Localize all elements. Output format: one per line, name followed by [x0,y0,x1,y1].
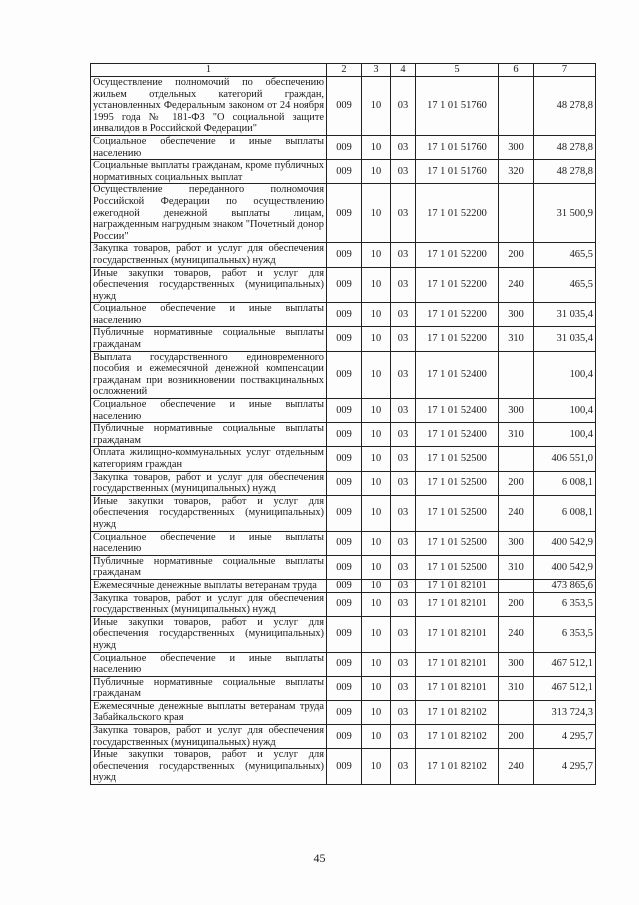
row-name-cell: Ежемесячные денежные выплаты ветеранам труда [91,579,327,592]
table-row [91,700,596,724]
table-row [91,592,596,616]
grbs-code-cell: 009 [327,135,362,159]
target-article-cell: 17 1 01 82102 [416,700,499,724]
row-name-cell: Выплата государственного единовременного пособия и ежемесячной денежной компенсации гражданам при возникновении поствакцинальных осложнений [91,351,327,398]
subsection-code-cell: 03 [391,579,416,592]
grbs-code-cell: 009 [327,749,362,785]
grbs-code-cell: 009 [327,184,362,243]
amount-cell: 31 035,4 [534,303,596,327]
row-name-cell: Публичные нормативные социальные выплаты гражданам [91,423,327,447]
amount-cell: 31 500,9 [534,184,596,243]
subsection-code-cell: 03 [391,184,416,243]
column-header: 5 [416,64,499,77]
target-article-cell: 17 1 01 82101 [416,579,499,592]
subsection-code-cell: 03 [391,592,416,616]
table-row [91,423,596,447]
target-article-cell: 17 1 01 52400 [416,399,499,423]
grbs-code-cell: 009 [327,243,362,267]
table-row [91,160,596,184]
table-row [91,351,596,398]
expense-type-cell [499,351,534,398]
section-code-cell: 10 [362,327,391,351]
row-name-cell: Социальное обеспечение и иные выплаты населению [91,399,327,423]
amount-cell: 4 295,7 [534,749,596,785]
expense-type-cell [499,77,534,136]
amount-cell: 48 278,8 [534,160,596,184]
section-code-cell: 10 [362,77,391,136]
grbs-code-cell: 009 [327,616,362,652]
row-name-cell: Ежемесячные денежные выплаты ветеранам труда Забайкальского края [91,700,327,724]
expense-type-cell [499,700,534,724]
target-article-cell: 17 1 01 52400 [416,423,499,447]
target-article-cell: 17 1 01 52200 [416,184,499,243]
expense-type-cell [499,184,534,243]
row-name-cell: Закупка товаров, работ и услуг для обеспечения государственных (муниципальных) нужд [91,471,327,495]
expense-type-cell: 310 [499,327,534,351]
subsection-code-cell: 03 [391,160,416,184]
target-article-cell: 17 1 01 82101 [416,592,499,616]
expense-type-cell: 240 [499,616,534,652]
table-row [91,447,596,471]
subsection-code-cell: 03 [391,616,416,652]
section-code-cell: 10 [362,399,391,423]
subsection-code-cell: 03 [391,135,416,159]
amount-cell: 313 724,3 [534,700,596,724]
page-number: 45 [313,851,326,865]
target-article-cell: 17 1 01 82102 [416,725,499,749]
amount-cell: 6 008,1 [534,471,596,495]
target-article-cell: 17 1 01 52200 [416,327,499,351]
expense-type-cell: 300 [499,303,534,327]
target-article-cell: 17 1 01 52200 [416,303,499,327]
expense-type-cell: 300 [499,531,534,555]
subsection-code-cell: 03 [391,423,416,447]
grbs-code-cell: 009 [327,160,362,184]
row-name-cell: Социальное обеспечение и иные выплаты населению [91,135,327,159]
amount-cell: 100,4 [534,351,596,398]
amount-cell: 465,5 [534,267,596,303]
row-name-cell: Социальное обеспечение и иные выплаты населению [91,652,327,676]
grbs-code-cell: 009 [327,471,362,495]
table-row [91,399,596,423]
section-code-cell: 10 [362,725,391,749]
section-code-cell: 10 [362,579,391,592]
subsection-code-cell: 03 [391,471,416,495]
amount-cell: 48 278,8 [534,135,596,159]
grbs-code-cell: 009 [327,531,362,555]
target-article-cell: 17 1 01 82101 [416,652,499,676]
amount-cell: 6 008,1 [534,495,596,531]
section-code-cell: 10 [362,652,391,676]
subsection-code-cell: 03 [391,77,416,136]
expense-type-cell: 310 [499,676,534,700]
expense-type-cell: 240 [499,749,534,785]
budget-table [90,63,596,785]
grbs-code-cell: 009 [327,399,362,423]
row-name-cell: Закупка товаров, работ и услуг для обеспечения государственных (муниципальных) нужд [91,592,327,616]
amount-cell: 400 542,9 [534,531,596,555]
grbs-code-cell: 009 [327,447,362,471]
expense-type-cell: 310 [499,555,534,579]
target-article-cell: 17 1 01 82102 [416,749,499,785]
target-article-cell: 17 1 01 52200 [416,243,499,267]
column-header: 3 [362,64,391,77]
target-article-cell: 17 1 01 82101 [416,676,499,700]
section-code-cell: 10 [362,447,391,471]
grbs-code-cell: 009 [327,267,362,303]
table-row [91,555,596,579]
grbs-code-cell: 009 [327,579,362,592]
table-row [91,676,596,700]
grbs-code-cell: 009 [327,676,362,700]
table-row [91,495,596,531]
section-code-cell: 10 [362,592,391,616]
expense-type-cell: 240 [499,495,534,531]
expense-type-cell: 320 [499,160,534,184]
expense-type-cell [499,579,534,592]
subsection-code-cell: 03 [391,652,416,676]
table-row [91,616,596,652]
row-name-cell: Осуществление полномочий по обеспечению жильем отдельных категорий граждан, установленных Федеральным законом от 24 ноября 1995 года № 181-ФЗ "О социальной защите инвалидов в Российской Федерации" [91,77,327,136]
target-article-cell: 17 1 01 52400 [416,351,499,398]
subsection-code-cell: 03 [391,267,416,303]
section-code-cell: 10 [362,135,391,159]
table-header-row [91,64,596,77]
target-article-cell: 17 1 01 82101 [416,616,499,652]
target-article-cell: 17 1 01 52200 [416,267,499,303]
table-row [91,652,596,676]
expense-type-cell: 200 [499,243,534,267]
table-row [91,749,596,785]
subsection-code-cell: 03 [391,495,416,531]
amount-cell: 467 512,1 [534,652,596,676]
table-row [91,184,596,243]
row-name-cell: Публичные нормативные социальные выплаты гражданам [91,555,327,579]
target-article-cell: 17 1 01 52500 [416,531,499,555]
grbs-code-cell: 009 [327,303,362,327]
section-code-cell: 10 [362,351,391,398]
table-row [91,77,596,136]
expense-type-cell [499,447,534,471]
target-article-cell: 17 1 01 52500 [416,471,499,495]
subsection-code-cell: 03 [391,327,416,351]
table-row [91,135,596,159]
grbs-code-cell: 009 [327,495,362,531]
section-code-cell: 10 [362,616,391,652]
target-article-cell: 17 1 01 52500 [416,555,499,579]
section-code-cell: 10 [362,243,391,267]
column-header: 4 [391,64,416,77]
grbs-code-cell: 009 [327,652,362,676]
subsection-code-cell: 03 [391,725,416,749]
grbs-code-cell: 009 [327,700,362,724]
target-article-cell: 17 1 01 51760 [416,160,499,184]
section-code-cell: 10 [362,531,391,555]
expense-type-cell: 240 [499,267,534,303]
table-row [91,327,596,351]
subsection-code-cell: 03 [391,700,416,724]
expense-type-cell: 300 [499,399,534,423]
amount-cell: 473 865,6 [534,579,596,592]
subsection-code-cell: 03 [391,555,416,579]
section-code-cell: 10 [362,267,391,303]
section-code-cell: 10 [362,676,391,700]
row-name-cell: Социальное обеспечение и иные выплаты населению [91,303,327,327]
expense-type-cell: 300 [499,652,534,676]
subsection-code-cell: 03 [391,749,416,785]
amount-cell: 467 512,1 [534,676,596,700]
row-name-cell: Оплата жилищно-коммунальных услуг отдельным категориям граждан [91,447,327,471]
section-code-cell: 10 [362,303,391,327]
table-row [91,243,596,267]
amount-cell: 100,4 [534,423,596,447]
section-code-cell: 10 [362,495,391,531]
subsection-code-cell: 03 [391,447,416,471]
row-name-cell: Иные закупки товаров, работ и услуг для обеспечения государственных (муниципальных) нужд [91,267,327,303]
subsection-code-cell: 03 [391,531,416,555]
expense-type-cell: 310 [499,423,534,447]
target-article-cell: 17 1 01 51760 [416,77,499,136]
target-article-cell: 17 1 01 51760 [416,135,499,159]
grbs-code-cell: 009 [327,725,362,749]
row-name-cell: Публичные нормативные социальные выплаты гражданам [91,676,327,700]
table-row [91,725,596,749]
table-row [91,303,596,327]
grbs-code-cell: 009 [327,351,362,398]
row-name-cell: Иные закупки товаров, работ и услуг для обеспечения государственных (муниципальных) нужд [91,495,327,531]
amount-cell: 48 278,8 [534,77,596,136]
subsection-code-cell: 03 [391,243,416,267]
section-code-cell: 10 [362,749,391,785]
grbs-code-cell: 009 [327,77,362,136]
section-code-cell: 10 [362,160,391,184]
subsection-code-cell: 03 [391,399,416,423]
expense-type-cell: 200 [499,725,534,749]
expense-type-cell: 200 [499,592,534,616]
section-code-cell: 10 [362,184,391,243]
subsection-code-cell: 03 [391,351,416,398]
section-code-cell: 10 [362,471,391,495]
section-code-cell: 10 [362,423,391,447]
table-row [91,579,596,592]
target-article-cell: 17 1 01 52500 [416,495,499,531]
amount-cell: 4 295,7 [534,725,596,749]
column-header: 2 [327,64,362,77]
column-header: 7 [534,64,596,77]
target-article-cell: 17 1 01 52500 [416,447,499,471]
table-row [91,531,596,555]
amount-cell: 6 353,5 [534,616,596,652]
amount-cell: 6 353,5 [534,592,596,616]
grbs-code-cell: 009 [327,423,362,447]
row-name-cell: Закупка товаров, работ и услуг для обеспечения государственных (муниципальных) нужд [91,243,327,267]
subsection-code-cell: 03 [391,303,416,327]
amount-cell: 100,4 [534,399,596,423]
row-name-cell: Социальные выплаты гражданам, кроме публичных нормативных социальных выплат [91,160,327,184]
amount-cell: 31 035,4 [534,327,596,351]
expense-type-cell: 300 [499,135,534,159]
row-name-cell: Социальное обеспечение и иные выплаты населению [91,531,327,555]
amount-cell: 400 542,9 [534,555,596,579]
expense-type-cell: 200 [499,471,534,495]
row-name-cell: Иные закупки товаров, работ и услуг для обеспечения государственных (муниципальных) нужд [91,616,327,652]
amount-cell: 406 551,0 [534,447,596,471]
column-header: 6 [499,64,534,77]
section-code-cell: 10 [362,700,391,724]
table-row [91,267,596,303]
row-name-cell: Иные закупки товаров, работ и услуг для обеспечения государственных (муниципальных) нужд [91,749,327,785]
subsection-code-cell: 03 [391,676,416,700]
grbs-code-cell: 009 [327,555,362,579]
row-name-cell: Осуществление переданного полномочия Российской Федерации по осуществлению ежегодной денежной выплаты лицам, награжденным нагрудным знаком "Почетный донор России" [91,184,327,243]
column-header: 1 [91,64,327,77]
grbs-code-cell: 009 [327,592,362,616]
grbs-code-cell: 009 [327,327,362,351]
row-name-cell: Публичные нормативные социальные выплаты гражданам [91,327,327,351]
row-name-cell: Закупка товаров, работ и услуг для обеспечения государственных (муниципальных) нужд [91,725,327,749]
section-code-cell: 10 [362,555,391,579]
table-row [91,471,596,495]
amount-cell: 465,5 [534,243,596,267]
